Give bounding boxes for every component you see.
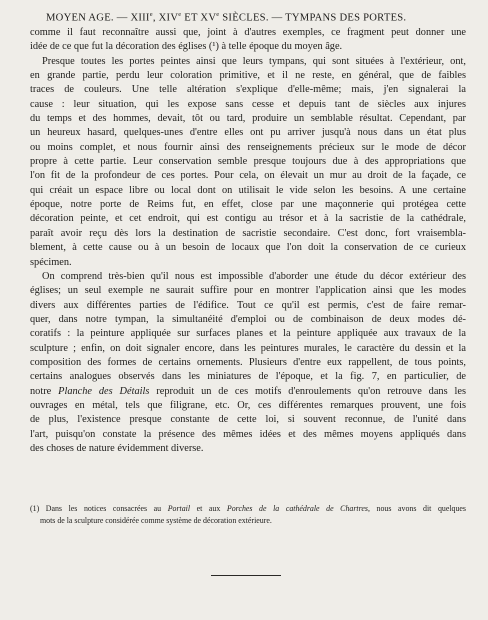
footnote-line-1 [30,503,466,515]
text-line: ou moins complet, et nous fournir ainsi des renseignements précieux sur le mode de décor [30,141,466,153]
text-line: propre à cette partie. Leur conservation semble presque toujours due à des appropriations que [30,156,466,168]
text-line: paraît avoir reçu dès lors la destination de sacristie secondaire. C'est donc, fort vraisembla- [30,227,466,239]
italic-title: Planche des Détails [58,385,150,397]
running-head-sup2: e [178,11,182,18]
text-line: sculpture ; enfin, on doit signaler encore, dans les peintures murales, le caractère du dessin et la [30,342,466,354]
text-line: époque, notre porte de Reims fut, en effet, close par une maçonnerie qui protégea cette [30,199,466,211]
text-run: reproduit un de ces motifs d'enroulements qu'on retrouve dans les [149,385,466,397]
text-line: composition des formes de certains ornements. Plusieurs d'entre eux rappellent, de tous points, [30,356,466,368]
text-line: quer, dans notre tympan, la simultanéité d'emploi ou de combinaison de deux modes dé- [30,313,466,325]
footnote-text-a: (1) Dans les notices consacrées au [30,504,168,513]
text-line: comme il faut reconnaître aussi que, joint à d'autres exemples, ce fragment peut donner une [30,27,466,38]
running-head-part1: MOYEN AGE. — XIII [46,12,150,24]
text-line: de plus, l'existence presque constante de cette loi, si souvent reconnue, de l'unité dans [30,414,466,426]
footnote-line-2: mots de la sculpture considérée comme système de décoration extérieure. [40,516,272,525]
footnote-text-c: , nous avons dit quelques [367,504,466,513]
paragraph [30,26,466,55]
body-text [30,26,466,456]
text-line: du temps et des hommes, devait, tôt ou tard, produire un semblable résultat. Cependant, par [30,113,466,125]
text-line: des choses de nature évidemment diverse. [30,442,204,454]
running-head [46,11,446,25]
running-head-part2: , XIV [152,12,179,24]
text-line: Presque toutes les portes peintes ainsi que leurs tympans, qui sont situées à l'extérieur, ont, [42,55,466,67]
running-head-sup3: e [216,11,220,18]
footnote-emphasis-portail: Portail [167,504,191,513]
text-line: idée de ce que fut la décoration des églises (¹) à telle époque du moyen âge. [30,41,343,53]
text-line: certains analogues observés dans les miniatures de l'époque, et la fig. 7, en particulier, de [30,371,466,383]
footnote-text-b: et aux [190,504,227,513]
text-line: églises; un seul exemple ne saurait suffire pour en montrer l'application ainsi que les modes [30,285,466,297]
running-head-part4: SIÈCLES. — TYMPANS DES PORTES. [219,12,407,24]
text-run: notre [30,385,59,397]
text-line: On comprend très-bien qu'il nous est impossible d'aborder une étude du décor extérieur des [42,270,466,282]
end-rule [211,575,281,576]
text-line: ouvrages en métal, tels que filigrane, etc. Or, ces différentes remarques prouvent, une fois [30,399,466,411]
running-head-sup1: e [149,11,153,18]
text-line: un heureux hasard, quelques-unes d'entre elles ont pu arriver jusqu'à nous dans un état plus [30,127,466,139]
text-line: blement, à cette cause ou à un besoin de locaux que l'on doit la conservation de ce curieux [30,242,466,254]
text-line: en grande partie, perdu leur coloration primitive, et il ne reste, en général, que de faibles [30,70,466,82]
text-line: spécimen. [30,256,72,268]
text-line: traces de couleurs. Une telle altération s'explique d'elle-même; mais, j'en signalerai la [30,84,466,96]
footnote-emphasis-porches: Porches de la cathédrale de Chartres [226,504,368,513]
text-line: cause : leur situation, qui les expose sans cesse et depuis tant de siècles aux injures [30,98,466,110]
text-line: divers aux différentes parties de l'édifice. Tout ce qu'il est permis, c'est de faire remar- [30,299,466,311]
text-line: qui créait un espace libre ou local dont on utilisait le vide selon les besoins. A une certaine [30,184,466,196]
paragraph [30,55,466,270]
text-line: l'on fit de la profondeur de ces portes. Pour cela, on élevait un mur au droit de la façade, ce [30,170,466,182]
running-head-part3: ET XV [181,12,217,24]
paragraph [30,270,466,456]
text-line: coratifs : la peinture appliquée sur surfaces planes et la peinture appliquée aux travaux de la [30,328,466,340]
footnote [30,503,466,527]
text-line [30,385,466,399]
text-line: l'art, puisqu'on constate la présence des mêmes idées et des mêmes moyens appliqués dans [30,428,466,440]
text-line: décoration peinte, et cet endroit, qui est contigu au trésor et à la sacristie de la cathédrale, [30,213,466,225]
